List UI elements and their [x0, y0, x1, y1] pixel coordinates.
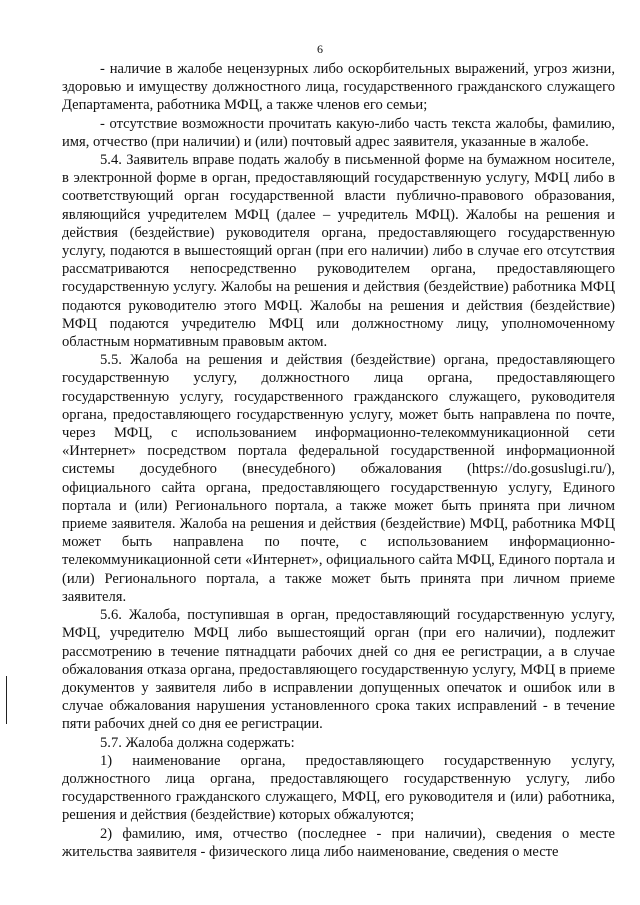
page-number: 6: [317, 42, 323, 56]
paragraph-5-4: 5.4. Заявитель вправе подать жалобу в письменной форме на бумажном носителе, в электронной форме в орган, предоставляющий государственную услугу, МФЦ либо в соответствующий орган государственной власти публично-правового образования, являющийся учредителем МФЦ (далее – учредитель МФЦ). Жалобы на решения и действия (бездействие) руководителя органа, предоставляющего государственную услугу, подаются в вышестоящий орган (при его наличии) либо в случае его отсутствия рассматриваются непосредственно руководителем органа, предоставляющего государственную услугу. Жалобы на решения и действия (бездействие) работника МФЦ подаются руководителю этого МФЦ. Жалобы на решения и действия (бездействие) МФЦ подаются учредителю МФЦ или должностному лицу, уполномоченному областным нормативным правовым актом.: [62, 152, 615, 351]
margin-mark: [6, 676, 7, 724]
paragraph-unreadable-text: - отсутствие возможности прочитать какую-либо часть текста жалобы, фамилию, имя, отчество (при наличии) и (или) почтовый адрес заявителя, указанные в жалобе.: [62, 115, 615, 150]
paragraph-5-7-item-1: 1) наименование органа, предоставляющего государственную услугу, должностного лица органа, предоставляющего государственную услугу, либо государственного гражданского служащего, МФЦ, его руководителя и (или) работника, решения и действия (бездействие) которых обжалуются;: [62, 752, 615, 824]
body-text: [62, 60, 615, 861]
paragraph-5-7: 5.7. Жалоба должна содержать:: [100, 734, 295, 751]
paragraph-5-6: 5.6. Жалоба, поступившая в орган, предоставляющий государственную услугу, МФЦ, учредителю МФЦ либо вышестоящий орган (при его наличии), подлежит рассмотрению в течение пятнадцати рабочих дней со дня ее регистрации, а в случае обжалования отказа органа, предоставляющего государственную услугу, МФЦ в приеме документов у заявителя либо в исправлении допущенных опечаток и ошибок или в случае обжалования нарушения установленного срока таких исправлений - в течение пяти рабочих дней со дня ее регистрации.: [62, 607, 615, 733]
paragraph-5-5: 5.5. Жалоба на решения и действия (бездействие) органа, предоставляющего государственную услугу, должностного лица органа, предоставляющего государственную услугу, государственного гражданского служащего, руководителя органа, предоставляющего государственную услугу, может быть направлена по почте, через МФЦ, с использованием информационно-телекоммуникационной сети «Интернет» посредством портала федеральной государственной информационной системы досудебного (внесудебного) обжалования (https://do.gosuslugi.ru/), официального сайта органа, предоставляющего государственную услугу, Единого портала и (или) Регионального портала, а также может быть принята при личном приеме заявителя. Жалоба на решения и действия (бездействие) МФЦ, работника МФЦ может быть направлена по почте, с использованием информационно-телекоммуникационной сети «Интернет», официального сайта МФЦ, Единого портала и (или) Регионального портала, а также может быть принята при личном приеме заявителя.: [62, 352, 615, 605]
paragraph-obscene-expressions: - наличие в жалобе нецензурных либо оскорбительных выражений, угроз жизни, здоровью и имуществу должностного лица, государственного гражданского служащего Департамента, работника МФЦ, а также членов его семьи;: [62, 61, 615, 114]
paragraph-5-7-item-2: 2) фамилию, имя, отчество (последнее - при наличии), сведения о месте жительства заявителя - физического лица либо наименование, сведения о месте: [62, 825, 615, 860]
